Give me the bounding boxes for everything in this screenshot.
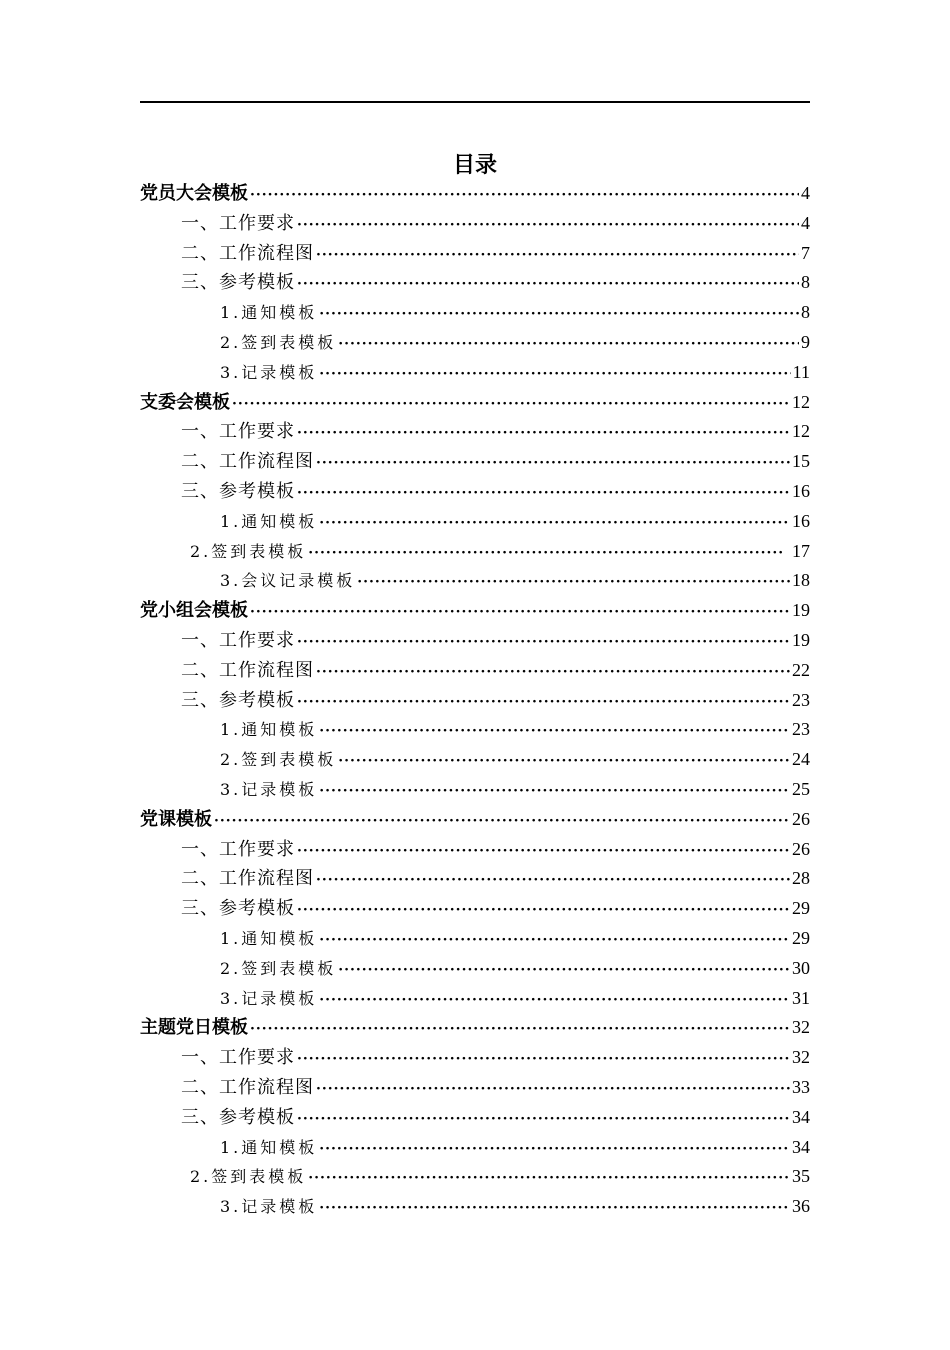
toc-entry-item[interactable]: [140, 775, 810, 805]
toc-entry-subsection[interactable]: [140, 626, 810, 656]
toc-dot-leader: [338, 747, 790, 777]
toc-entry-label: 三、参考模板: [181, 1106, 295, 1128]
toc-page-number: 23: [792, 689, 810, 710]
toc-dot-leader: [250, 598, 790, 628]
toc-entry-label: 三、参考模板: [181, 689, 295, 711]
toc-entry-subsection[interactable]: [140, 477, 810, 507]
toc-entry-label: 一、工作要求: [181, 212, 295, 234]
toc-dot-leader: [297, 479, 790, 509]
toc-entry-label: 一、工作要求: [181, 1047, 295, 1069]
toc-page-number: 30: [792, 957, 810, 978]
toc-entry-subsection[interactable]: [140, 864, 810, 894]
toc-dot-leader: [297, 1105, 790, 1135]
toc-entry-label: 3.记录模板: [220, 362, 318, 382]
toc-page-number: 11: [792, 361, 810, 382]
toc-dot-leader: [319, 300, 799, 330]
toc-dot-leader: [319, 777, 790, 807]
toc-entry-item[interactable]: [140, 566, 810, 596]
toc-dot-leader: [214, 807, 790, 837]
toc-page-number: 32: [792, 1047, 810, 1068]
toc-page-number: 12: [792, 421, 810, 442]
toc-dot-leader: [319, 509, 790, 539]
toc-entry-label: 三、参考模板: [181, 272, 295, 294]
toc-entry-item[interactable]: [140, 715, 810, 745]
toc-page-number: 7: [801, 242, 810, 263]
toc-entry-label: 二、工作流程图: [181, 1076, 314, 1098]
toc-dot-leader: [250, 181, 799, 211]
toc-dot-leader: [319, 360, 790, 390]
toc-page-number: 32: [792, 1017, 810, 1038]
toc-dot-leader: [297, 1045, 790, 1075]
toc-page-number: 29: [792, 927, 810, 948]
toc-entry-subsection[interactable]: [140, 417, 810, 447]
toc-entry-item[interactable]: [140, 298, 810, 328]
toc-page-number: 9: [801, 331, 810, 352]
toc-page-number: 4: [801, 212, 810, 233]
toc-dot-leader: [357, 568, 790, 598]
toc-entry-item[interactable]: [140, 507, 810, 537]
toc-entry-section[interactable]: [140, 388, 810, 418]
toc-entry-label: 支委会模板: [140, 391, 230, 413]
toc-dot-leader: [319, 986, 790, 1016]
toc-entry-label: 3.记录模板: [220, 779, 318, 799]
toc-page-number: 19: [792, 600, 810, 621]
toc-entry-label: 2.签到表模板: [190, 1167, 307, 1187]
toc-page-number: 17: [792, 540, 810, 561]
toc-entry-label: 一、工作要求: [181, 421, 295, 443]
toc-entry-item[interactable]: [140, 924, 810, 954]
toc-entry-item[interactable]: [140, 1162, 810, 1192]
toc-dot-leader: [338, 330, 799, 360]
toc-dot-leader: [297, 628, 790, 658]
toc-entry-label: 2.签到表模板: [220, 958, 337, 978]
toc-entry-subsection[interactable]: [140, 1073, 810, 1103]
toc-dot-leader: [297, 896, 790, 926]
toc-entry-item[interactable]: [140, 1133, 810, 1163]
toc-entry-label: 3.记录模板: [220, 1197, 318, 1217]
toc-entry-section[interactable]: [140, 805, 810, 835]
toc-entry-label: 2.签到表模板: [220, 332, 337, 352]
toc-entry-item[interactable]: [140, 984, 810, 1014]
toc-page-number: 8: [801, 272, 810, 293]
toc-entry-label: 党课模板: [140, 808, 212, 830]
toc-entry-label: 3.会议记录模板: [220, 571, 356, 591]
toc-dot-leader: [316, 1075, 790, 1105]
toc-page-number: 15: [792, 451, 810, 472]
toc-page-number: 36: [792, 1196, 810, 1217]
toc-page-number: 18: [792, 570, 810, 591]
toc-entry-subsection[interactable]: [140, 656, 810, 686]
toc-page-number: 33: [792, 1076, 810, 1097]
toc-entry-subsection[interactable]: [140, 268, 810, 298]
toc-dot-leader: [319, 717, 790, 747]
toc-entry-item[interactable]: [140, 537, 810, 567]
toc-entry-label: 三、参考模板: [181, 480, 295, 502]
toc-entry-label: 2.签到表模板: [220, 750, 337, 770]
toc-entry-subsection[interactable]: [140, 447, 810, 477]
toc-page-number: 34: [792, 1106, 810, 1127]
toc-entry-label: 1.通知模板: [220, 1137, 318, 1157]
toc-page-number: 28: [792, 868, 810, 889]
toc-dot-leader: [338, 956, 790, 986]
toc-entry-label: 主题党日模板: [140, 1017, 248, 1039]
toc-entry-label: 三、参考模板: [181, 898, 295, 920]
toc-page-number: 16: [792, 510, 810, 531]
toc-dot-leader: [308, 1164, 790, 1194]
toc-entry-label: 二、工作流程图: [181, 242, 314, 264]
toc-dot-leader: [319, 1194, 790, 1224]
header-rule: [140, 101, 810, 103]
toc-page-number: 23: [792, 719, 810, 740]
toc-dot-leader: [308, 539, 784, 569]
toc-page-number: 19: [792, 629, 810, 650]
toc-entry-label: 二、工作流程图: [181, 659, 314, 681]
toc-entry-label: 党员大会模板: [140, 183, 248, 204]
toc-entry-section[interactable]: [140, 1013, 810, 1043]
toc-entry-section[interactable]: [140, 179, 810, 209]
toc-page-number: 24: [792, 749, 810, 770]
toc-entry-label: 一、工作要求: [181, 629, 295, 651]
toc-entry-label: 3.记录模板: [220, 988, 318, 1008]
toc-page-number: 16: [792, 480, 810, 501]
toc-entry-label: 2.签到表模板: [190, 541, 307, 561]
toc-entry-label: 一、工作要求: [181, 838, 295, 860]
toc-dot-leader: [319, 926, 790, 956]
toc-entry-item[interactable]: [140, 328, 810, 358]
toc-entry-label: 1.通知模板: [220, 720, 318, 740]
toc-dot-leader: [316, 241, 799, 271]
toc-entry-item[interactable]: [140, 745, 810, 775]
table-of-contents: [140, 179, 810, 1222]
toc-dot-leader: [297, 419, 790, 449]
toc-entry-subsection[interactable]: [140, 686, 810, 716]
toc-entry-label: 1.通知模板: [220, 303, 318, 323]
toc-dot-leader: [297, 837, 790, 867]
toc-entry-subsection[interactable]: [140, 239, 810, 269]
toc-dot-leader: [297, 211, 799, 241]
toc-entry-section[interactable]: [140, 596, 810, 626]
toc-entry-item[interactable]: [140, 358, 810, 388]
toc-dot-leader: [316, 658, 790, 688]
toc-title: 目录: [452, 152, 497, 178]
toc-entry-subsection[interactable]: [140, 835, 810, 865]
toc-dot-leader: [316, 866, 790, 896]
toc-entry-subsection[interactable]: [140, 209, 810, 239]
toc-entry-subsection[interactable]: [140, 894, 810, 924]
toc-page-number: 26: [792, 838, 810, 859]
toc-entry-subsection[interactable]: [140, 1043, 810, 1073]
toc-page-number: 25: [792, 778, 810, 799]
toc-dot-leader: [250, 1015, 790, 1045]
toc-entry-item[interactable]: [140, 1192, 810, 1222]
toc-page-number: 29: [792, 898, 810, 919]
toc-dot-leader: [316, 449, 790, 479]
toc-dot-leader: [297, 688, 790, 718]
toc-entry-label: 二、工作流程图: [181, 451, 314, 473]
toc-page-number: 8: [801, 302, 810, 323]
toc-entry-subsection[interactable]: [140, 1103, 810, 1133]
toc-entry-label: 1.通知模板: [220, 511, 318, 531]
toc-page-number: 12: [792, 391, 810, 412]
toc-dot-leader: [232, 390, 790, 420]
toc-page-number: 26: [792, 808, 810, 829]
toc-page-number: 34: [792, 1136, 810, 1157]
toc-page-number: 35: [792, 1166, 810, 1187]
toc-page-number: 31: [792, 987, 810, 1008]
toc-entry-label: 1.通知模板: [220, 928, 318, 948]
toc-entry-item[interactable]: [140, 954, 810, 984]
toc-page-number: 22: [792, 659, 810, 680]
toc-entry-label: 二、工作流程图: [181, 868, 314, 890]
toc-page-number: 4: [801, 183, 810, 203]
toc-dot-leader: [319, 1135, 790, 1165]
toc-entry-label: 党小组会模板: [140, 600, 248, 622]
toc-dot-leader: [297, 270, 799, 300]
